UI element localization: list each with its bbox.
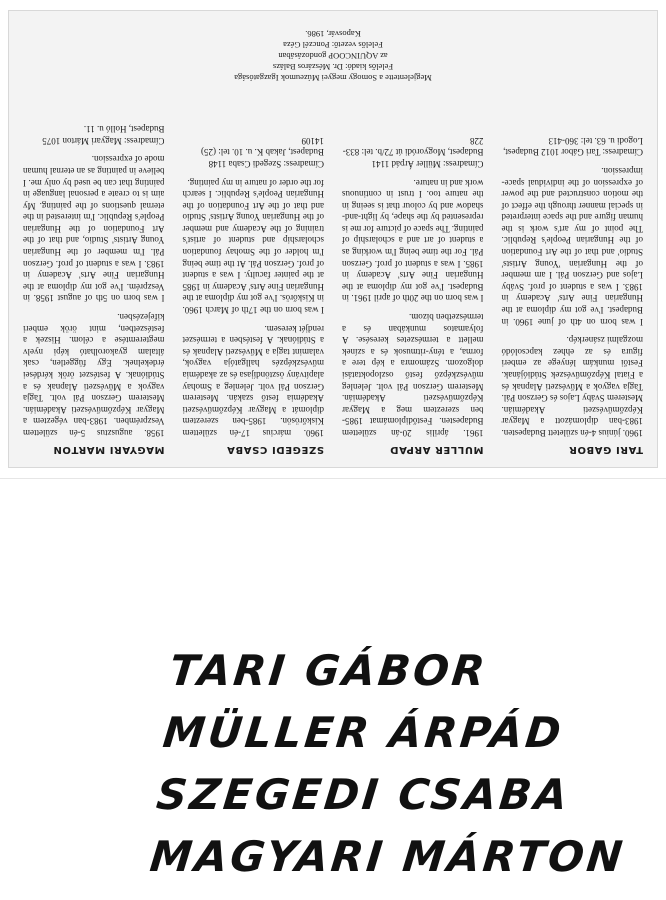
imprint-line: az AQUINCOOP gondozásában — [278, 51, 388, 61]
imprint-line: Felelős vezető: Ponczél Géza — [283, 40, 383, 50]
artist-address: Címadress: Magyari Márton 1075 Budapest, Holló u. 11. — [42, 124, 165, 146]
artist-column-muller — [342, 87, 484, 455]
biography-hungarian: 1960. március 17-én születtem Kiskőrösön. 1985-ben szereztem diplomát a Magyar Képzőművészeti Akadémia festő szakán. Mesterem Gerzson Pál volt. Jelenleg a Smohay alapítvány ösztöndíjasa és az akadémia művészképzés hallgatója vagyok, valamint tagja a Művészeti Alapnak és a Stúdiónak. A festésben a természet rendjét keresem. — [182, 323, 324, 438]
biography-hungarian: 1961. április 20-án születtem Budapesten. Festődiplomámat 1985-ben szereztem meg a Magyar Képzőművészeti Akadémián. Mesterem Gerzson Pál volt. Jelenleg művészképző festő oszlopoktatási dolgozom. Számomra a kép tere a forma, a tény-ritmusok és a színek mellett a természetes keresése. A folyamatos munkában és a természetben bízom. — [342, 312, 484, 438]
artist-address: Címadress: Tari Gábor 1012 Budapest, Logodi u. 63. tel: 360-413 — [503, 135, 643, 158]
biography-columns — [23, 87, 643, 455]
artist-address: Címadress: Müller Árpád 1141 Budapest, Mogyoródi út 72/b. tel: 833-228 — [342, 135, 484, 169]
artist-address: Címadress: Szegedi Csaba 1148 Budapest, Jakab K. u. 10. tel: (25) 14109 — [201, 135, 324, 169]
artist-column-szegedi — [183, 87, 325, 455]
artist-name-heading: MÜLLER ÁRPÁD — [389, 444, 484, 455]
imprint-line: Megjelentette a Somogy megyei Múzeumok Igazgatósága — [234, 73, 432, 83]
biography-english: I was born on the 17th of March 1960. in Kiskőrös. I've got my diploma at the Hungarian Fine Arts' Academy in 1985 at the painter faculty. I was a student of prof. Gerzson Pál. At the time being I'm holder of the Smohay foundation scholarship and student of artist's training of the Academy and member of the Hungarian Young Artists' Studio and that of the Art Foundation of the Hungarian People's Republic. I search for the order of nature in my painting. — [182, 177, 324, 316]
artist-column-tari — [502, 87, 644, 455]
biography-hungarian: 1960. június 4-én született Budapesten. 1983-ban diplomázott a Magyar Képzőművészeti Akadémián. Mesterem Sváby Lajos és Gerzson Pál. Tagja vagyok a Művészeti Alapnak és a Fiatal Képzőművészek Stúdiójának. Festői munkám lényege az emberi figura és az ehhez kapcsolódó mozgalmi zsánerkép. — [501, 335, 643, 438]
artist-title-block — [147, 640, 628, 888]
biography-english: I was born on the 20th of april 1961. in Budapest. I've got my diploma at the Hungarian Fine Arts' Academy in 1985. I was a student of prof. Gerzson Pál. For the time being I'm working as a student of art and a scholarship of painting. The space of picture for me is represented by the shape, by light-and-shadow and by colour that is seeing in the nature too. I trust in continuous work and in nature. — [342, 177, 484, 304]
imprint-line: Felelős kiadó: Dr. Mészáros Balázs — [272, 62, 394, 72]
inverted-biography-panel — [8, 10, 658, 468]
artist-name-heading: SZEGEDI CSABA — [226, 444, 324, 455]
fold-line — [0, 478, 666, 479]
artist-column-magyari — [23, 87, 165, 455]
biography-hungarian: 1958. augusztus 5-én születtem Veszprémben. 1983-ban végeztem a Magyar Képzőművészeti Akadémián. Mesterem Gerzson Pál volt. Tagja vagyok a Művészeti Alapnak és a Stúdiónak. A festészet örök kérdései érdekelnek. Egy független, csak általam gyakorolható képi nyelv megteremtése a célom. Hiszek a festészetben, mint örök emberi kifejezésben. — [23, 312, 165, 438]
artist-name-heading: TARI GÁBOR — [568, 444, 643, 455]
biography-english: I was born on 4th of june 1960. in Budapest. I've got my diploma at the Hungarian Fine Arts' Academy in 1983. I was a student of prof. Sváby Lajos and Gerzson Pál. I am member of the Hungarian 'Young Artists' Studio' and that of the Art Foundation of the Hungarian People's Republic. The point of my art's work is the human figure and the space interpreted in special manner through the effect of the motion constructed and the power of expression of the individual space-impression. — [501, 165, 643, 327]
title-name-tari: TARI GÁBOR — [167, 646, 490, 695]
biography-english: I was born on 5th of august 1958. in Veszprém. I've got my diploma at the Hungarian Fine Arts' Academy in 1983. I was a student of prof. Gerzson Pál. I'm member of the Hungarian Young Artists' Studio, and that of the Art Foundation of the Hungarian People's Republic. I'm interested in the eternal questions of the painting. My aim is to create a personal language in painting that can be used by only me. I believe in painting as an eternal human mode of expression. — [23, 154, 165, 304]
title-name-muller: MÜLLER ÁRPÁD — [160, 708, 567, 757]
imprint-line: Kaposvár, 1986. — [305, 29, 361, 39]
artist-name-heading: MAGYARI MÁRTON — [52, 444, 165, 455]
title-name-szegedi: SZEGEDI CSABA — [154, 770, 573, 819]
title-name-magyari: MAGYARI MÁRTON — [147, 832, 628, 881]
publisher-imprint — [9, 28, 657, 83]
